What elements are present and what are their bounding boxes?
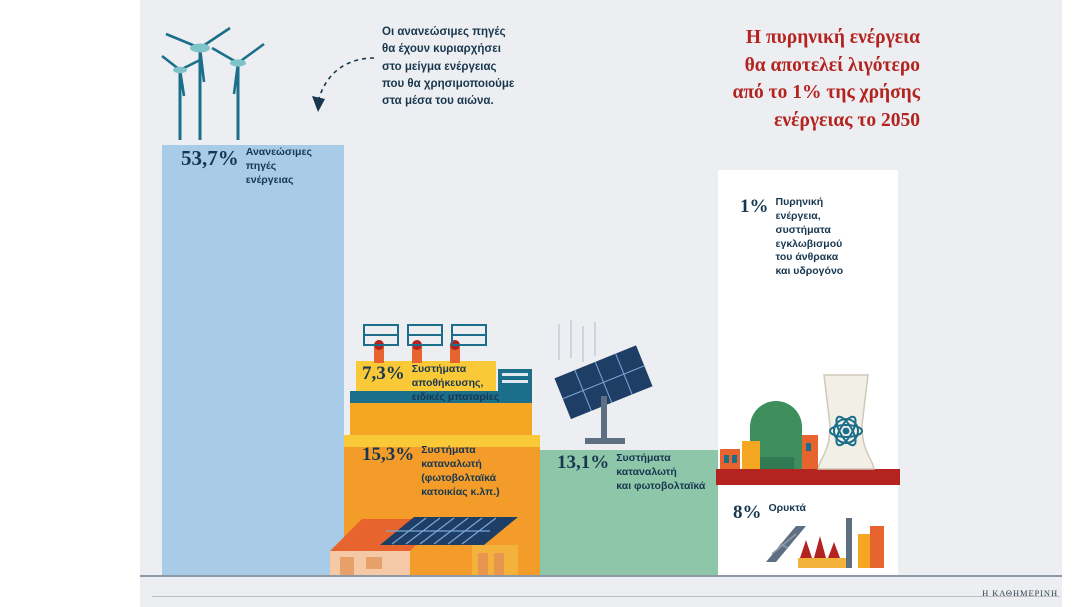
desc-line: και υδρογόνο	[775, 265, 844, 278]
desc-line: Συστήματα	[616, 452, 671, 464]
nuclear-plant-illustration	[716, 365, 900, 485]
label-fossil	[733, 502, 839, 524]
label-storage	[362, 363, 524, 405]
note-line: Οι ανανεώσιμες πηγές	[382, 26, 506, 38]
value-nuclear: 1%	[740, 196, 769, 217]
solar-array-illustration	[545, 320, 665, 450]
desc-renewables	[246, 146, 338, 188]
desc-fossil: Ορυκτά	[768, 502, 806, 514]
headline-line: ενέργειας το 2050	[774, 110, 920, 132]
chart-baseline	[140, 575, 1062, 577]
note-line: θα έχουν κυριαρχήσει	[382, 43, 501, 56]
note-line: στα μέσα του αιώνα.	[382, 95, 494, 107]
house-solar-illustration	[322, 511, 520, 575]
value-renewables: 53,7%	[181, 146, 239, 170]
desc-line: εγκλωβισμού	[775, 237, 843, 250]
value-consumer-pv: 15,3%	[362, 444, 415, 465]
desc-line: κατοικίας κ.λπ.)	[421, 485, 500, 498]
desc-line: και φωτοβολταϊκά	[616, 479, 706, 492]
desc-line: Πυρηνική	[775, 196, 824, 208]
bar-renewables	[162, 145, 344, 575]
desc-line: καταναλωτή	[616, 465, 677, 478]
value-storage: 7,3%	[362, 363, 405, 384]
desc-line: του άνθρακα	[775, 251, 839, 264]
note-line: που θα χρησιμοποιούμε	[382, 77, 515, 90]
desc-line: Συστήματα	[411, 363, 467, 375]
page-title	[620, 24, 920, 135]
desc-line: ενέργειας	[245, 173, 294, 186]
label-consumer-solar	[557, 452, 724, 494]
desc-line: Ανανεώσιμες	[245, 146, 312, 158]
desc-line: ενέργεια,	[775, 209, 821, 222]
desc-line: καταναλωτή	[421, 457, 482, 470]
desc-line: Συστήματα	[421, 444, 476, 456]
headline-line: Η πυρηνική ενέργεια	[745, 27, 920, 48]
headline-line: από το 1% της χρήσης	[732, 82, 920, 104]
desc-line: ειδικές μπαταρίες	[411, 390, 500, 403]
desc-line: (φωτοβολταϊκά	[421, 471, 497, 484]
page-margin-right	[1062, 0, 1080, 607]
headline-line: θα αποτελεί λιγότερο	[744, 54, 920, 76]
desc-line: πηγές	[245, 159, 277, 172]
note-line: στο μείγμα ενέργειας	[382, 60, 497, 73]
desc-nuclear	[776, 196, 880, 279]
desc-storage	[412, 363, 524, 405]
curved-arrow-icon	[306, 52, 378, 118]
annotation-note	[382, 24, 544, 110]
desc-line: αποθήκευσης,	[411, 376, 484, 389]
label-nuclear	[740, 196, 880, 279]
value-fossil: 8%	[733, 502, 762, 523]
value-consumer-solar: 13,1%	[557, 452, 610, 473]
desc-consumer-solar	[616, 452, 724, 494]
desc-line: συστήματα	[775, 223, 831, 236]
wind-turbines-illustration	[160, 8, 280, 148]
label-consumer-pv	[362, 444, 531, 499]
publisher-brand: Η ΚΑΘΗΜΕΡΙΝΗ	[982, 588, 1058, 598]
page-margin-left	[0, 0, 140, 607]
footer-divider	[152, 596, 1060, 597]
label-renewables	[181, 146, 338, 188]
desc-consumer-pv	[421, 444, 531, 499]
